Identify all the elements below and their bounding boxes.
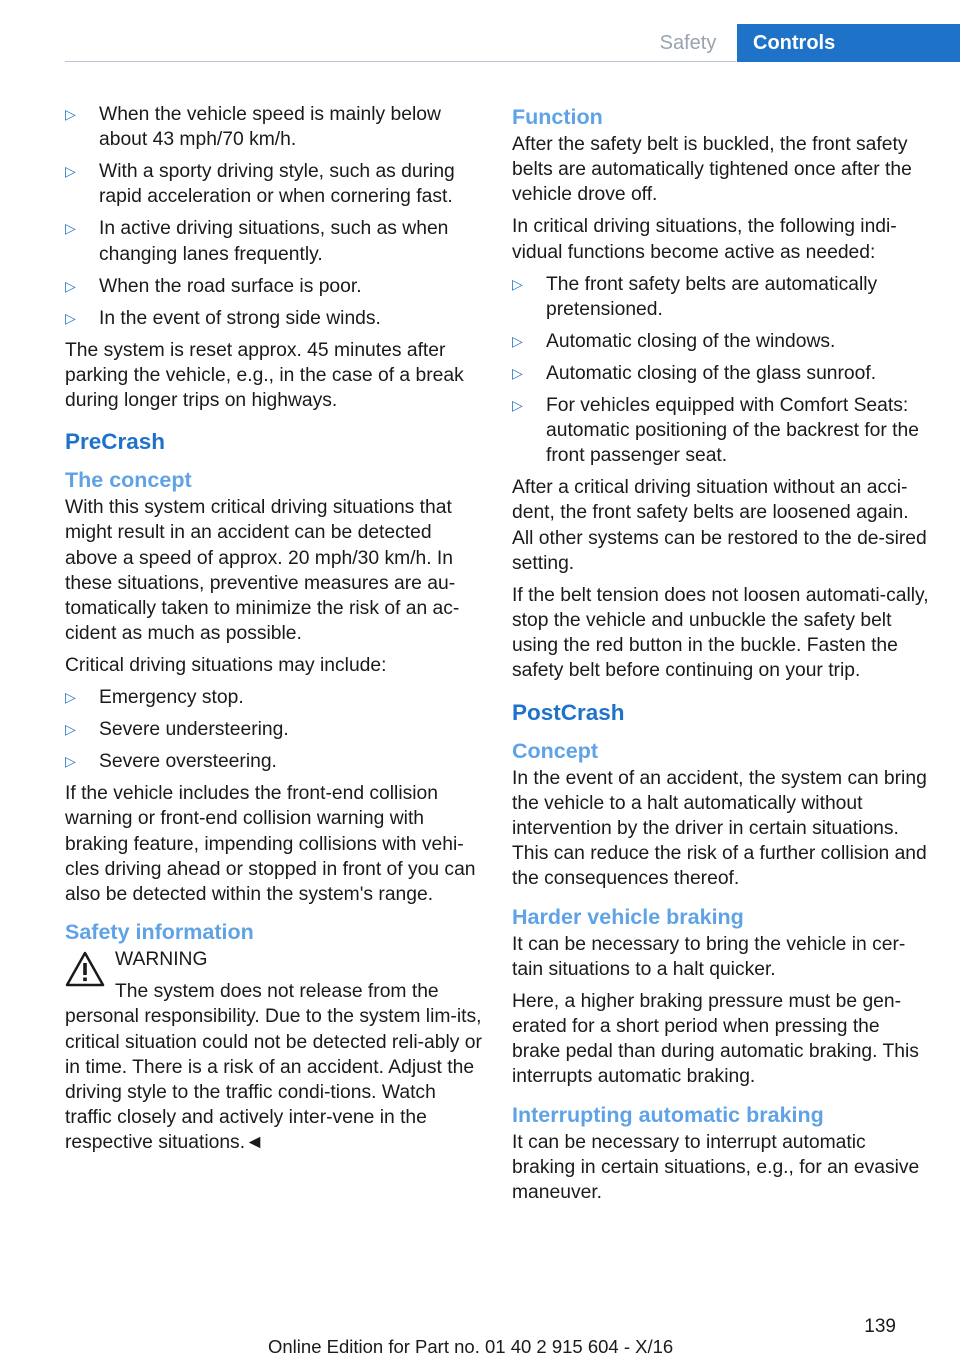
concept-paragraph: In the event of an accident, the system can bring the vehicle to a halt automatically without intervention by the driver in certain situations. This can reduce the risk of a further collision and the consequences thereof. <box>512 767 927 890</box>
header-section-safety: Safety <box>659 32 717 54</box>
list-item-text: With a sporty driving style, such as during rapid acceleration or when cornering fast. <box>99 161 455 208</box>
warning-text-first-line: The system does not release from the <box>115 981 439 1003</box>
concept-heading: The concept <box>65 468 192 493</box>
function-paragraph-1: After the safety belt is buckled, the front safety belts are automatically tightened once after the vehicle drove off. <box>512 134 912 206</box>
warning-text: personal responsibility. Due to the system lim‐its, critical situation could not be detected reli‐ably or in time. There is a risk of an accident. Adjust the driving style to the traffic condi‐tions. Watch traffic closely and actively inter‐vene in the respective situations.◄ <box>65 1006 482 1154</box>
list-item <box>512 361 932 386</box>
list-item-text: When the vehicle speed is mainly below about 43 mph/70 km/h. <box>99 104 441 151</box>
concept-heading: Concept <box>512 738 598 763</box>
triangle-bullet-icon: ▷ <box>512 332 523 349</box>
left-column <box>65 102 483 1156</box>
triangle-bullet-icon: ▷ <box>65 106 76 122</box>
precrash-heading: PreCrash <box>65 429 166 455</box>
triangle-bullet-icon: ▷ <box>65 721 76 738</box>
list-item-text: In active driving situations, such as when changing lanes frequently. <box>99 218 449 265</box>
list-item-text: In the event of strong side winds. <box>99 307 381 329</box>
reset-paragraph: The system is reset approx. 45 minutes after parking the vehicle, e.g., in the case of a break during longer trips on highways. <box>65 339 464 412</box>
page-header <box>0 24 960 62</box>
collision-paragraph: If the vehicle includes the front-end collision warning or front-end collision warning with braking feature, impending collisions with vehi‐cles driving ahead or stopped in front of you can also be detected within the system's range. <box>65 783 476 906</box>
interrupting-braking-heading: Interrupting automatic braking <box>512 1102 824 1127</box>
list-item <box>512 272 932 322</box>
interrupting-braking-paragraph: It can be necessary to interrupt automatic braking in certain situations, e.g., for an evasive maneuver. <box>512 1131 920 1204</box>
safety-information-heading: Safety information <box>65 920 254 945</box>
triangle-bullet-icon: ▷ <box>65 309 76 326</box>
triangle-bullet-icon: ▷ <box>65 163 76 180</box>
list-item-text: Emergency stop. <box>99 687 244 709</box>
list-item <box>512 329 932 354</box>
list-item-text: The front safety belts are automatically pretensioned. <box>546 273 878 320</box>
triangle-bullet-icon: ▷ <box>512 275 523 292</box>
triangle-bullet-icon: ▷ <box>512 364 523 381</box>
list-item <box>65 749 483 774</box>
list-item <box>65 685 483 710</box>
edition-footer: Online Edition for Part no. 01 40 2 915 604 - X/16 <box>268 1336 674 1357</box>
list-item-text: For vehicles equipped with Comfort Seats: automatic positioning of the backrest for the front passenger seat. <box>546 394 919 467</box>
triangle-bullet-icon: ▷ <box>65 753 76 770</box>
function-paragraph-2: In critical driving situations, the following indi‐vidual functions become active as needed: <box>512 216 897 263</box>
list-item <box>512 393 932 469</box>
list-item-text: When the road surface is poor. <box>99 275 362 297</box>
function-heading: Function <box>512 105 603 129</box>
critical-intro-paragraph: Critical driving situations may include: <box>65 655 387 677</box>
list-item <box>65 216 483 266</box>
postcrash-heading: PostCrash <box>512 699 625 725</box>
list-item-text: Severe understeering. <box>99 719 289 741</box>
right-column <box>512 102 932 1212</box>
harder-braking-heading: Harder vehicle braking <box>512 904 744 929</box>
list-item <box>65 274 483 299</box>
harder-braking-paragraph-1: It can be necessary to bring the vehicle in cer‐tain situations to a halt quicker. <box>512 933 906 980</box>
list-item-text: Automatic closing of the glass sunroof. <box>546 362 877 384</box>
list-item <box>65 306 483 331</box>
list-item <box>65 102 483 152</box>
warning-block <box>65 947 483 1155</box>
warning-triangle-icon <box>65 951 105 987</box>
concept-paragraph: With this system critical driving situations that might result in an accident can be detected above a speed of approx. 20 mph/30 km/h. In these situations, preventive measures are au‐tomatically taken to minimize the risk of an ac‐cident as much as possible. <box>65 497 460 645</box>
triangle-bullet-icon: ▷ <box>512 396 523 413</box>
triangle-bullet-icon: ▷ <box>65 277 76 294</box>
triangle-bullet-icon: ▷ <box>65 689 76 706</box>
list-item <box>65 159 483 209</box>
header-rule <box>65 61 736 62</box>
triangle-bullet-icon: ▷ <box>65 220 76 237</box>
list-item-text: Automatic closing of the windows. <box>546 330 836 352</box>
warning-label: WARNING <box>115 949 208 971</box>
after-paragraph: After a critical driving situation without an acci‐dent, the front safety belts are loosened again. All other systems can be restored to the de‐sired setting. <box>512 477 927 574</box>
list-item-text: Severe oversteering. <box>99 751 277 773</box>
harder-braking-paragraph-2: Here, a higher braking pressure must be gen‐erated for a short period when pressing the brake pedal than during automatic braking. This interrupts automatic braking. <box>512 990 919 1088</box>
header-chapter-controls: Controls <box>737 24 960 62</box>
list-item <box>65 717 483 742</box>
page-number: 139 <box>864 1316 896 1337</box>
tension-paragraph: If the belt tension does not loosen automati‐cally, stop the vehicle and unbuckle the safety belt using the red button in the buckle. Fasten the safety belt before continuing on your trip. <box>512 584 929 682</box>
